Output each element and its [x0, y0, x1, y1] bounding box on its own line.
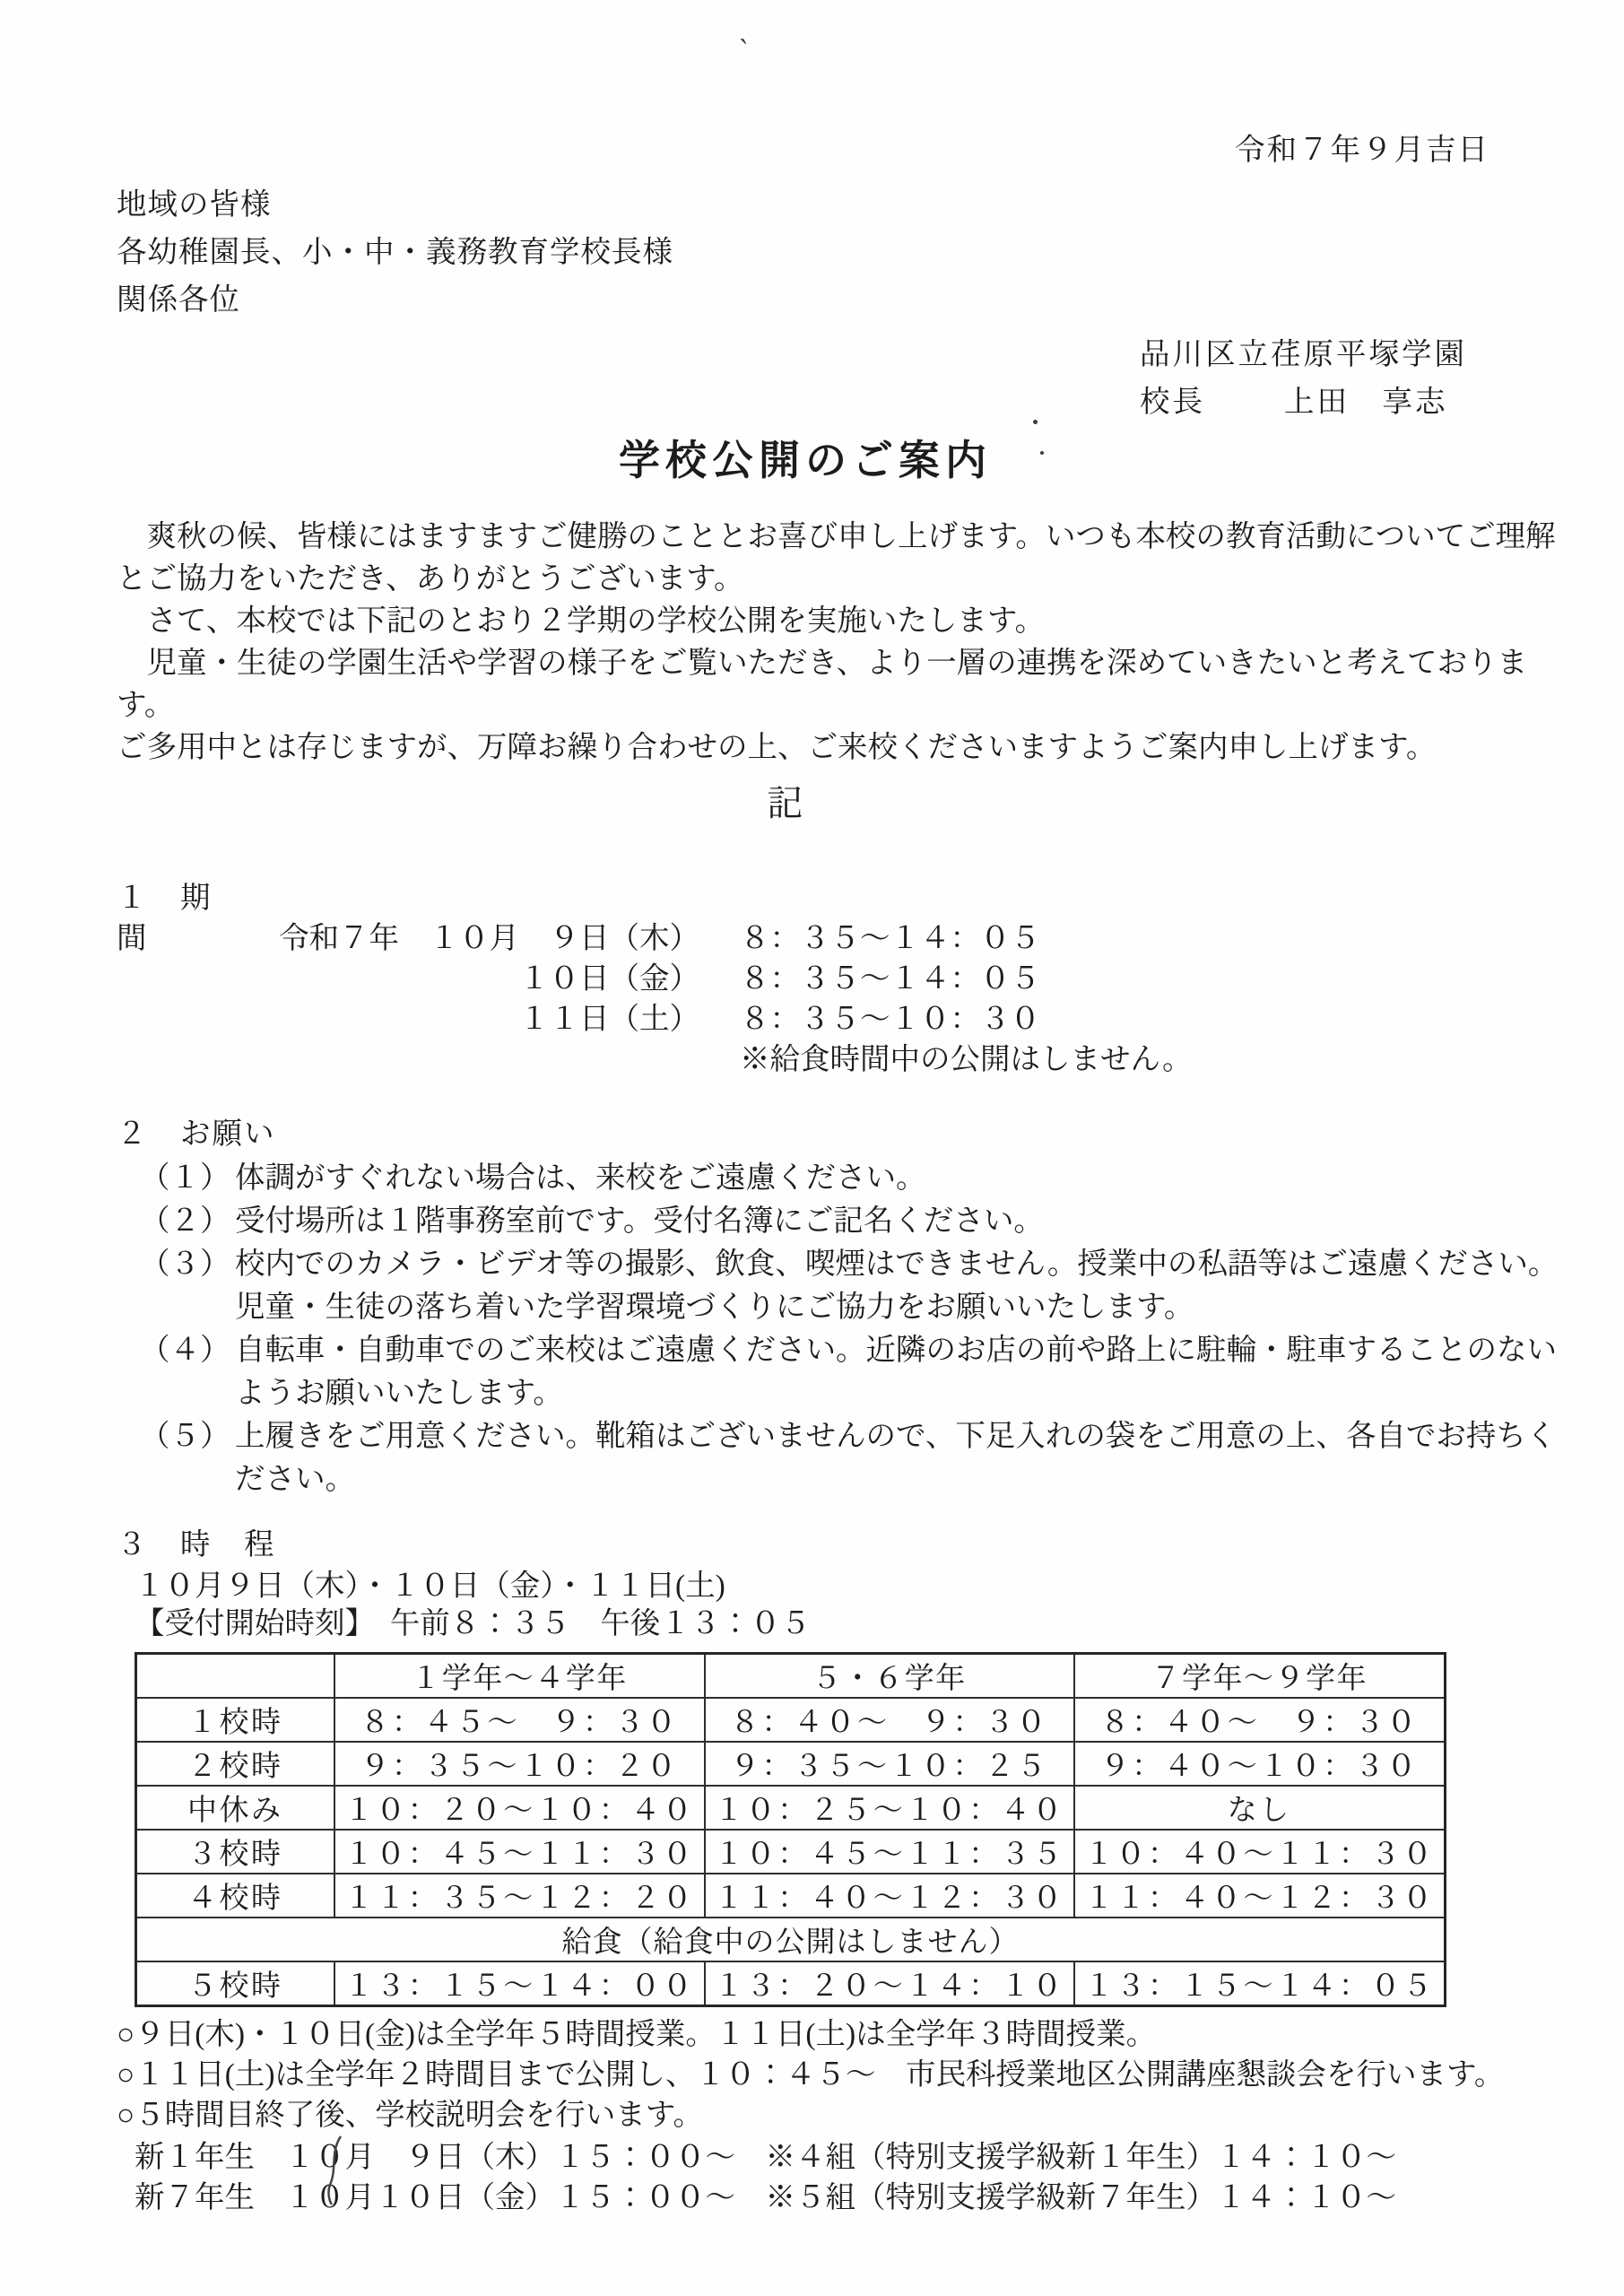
period-date: １０日（金）: [519, 962, 699, 996]
notes-block: [117, 2014, 1570, 2135]
timetable-row: [136, 1742, 1446, 1786]
timetable-cell: ８：４０～ ９：３０: [1074, 1698, 1446, 1742]
schedule-reception: 【受付開始時刻】 午前８：３５ 午後１３：０５: [135, 1607, 811, 1640]
principal-title: 校長: [1140, 386, 1205, 419]
timetable-header-cell: １学年～４学年: [334, 1654, 705, 1699]
timetable-row: [136, 1830, 1446, 1874]
timetable-cell: １１：４０～１２：３０: [705, 1874, 1074, 1918]
recipient-block: [117, 181, 1570, 324]
greeting-line: ご多用中とは存じますが、万障お繰り合わせの上、ご来校くださいますようご案内申し上げます。: [117, 731, 1437, 764]
followup-line: 新１年生 １０月 ９日（木）１５：００～ ※４組（特別支援学級新１年生）１４：１０～: [135, 2141, 1396, 2174]
timetable-header-row: [136, 1654, 1446, 1699]
request-number: （２）: [140, 1205, 230, 1238]
timetable-cell: １０：２５～１０：４０: [705, 1786, 1074, 1830]
scan-artifact-squiggle: [321, 2133, 350, 2208]
timetable-row-label: ４校時: [136, 1874, 334, 1918]
period-time: ８：３５～１０：３０: [740, 1003, 1040, 1036]
period-row: [117, 999, 1570, 1039]
timetable-row-label: ５校時: [136, 1961, 334, 2006]
timetable-row: [136, 1874, 1446, 1918]
recipient-line: 関係各位: [117, 283, 240, 317]
timetable-row-label: 中休み: [136, 1786, 334, 1830]
request-item: [140, 1329, 1570, 1415]
request-text: 校内でのカメラ・ビデオ等の撮影、飲食、喫煙はできません。授業中の私語等はご遠慮ください。児童・生徒の落ち着いた学習環境づくりにご協力をお願いいたします。: [235, 1248, 1559, 1324]
note-line: ○５時間目終了後、学校説明会を行います。: [117, 2099, 704, 2132]
note-line: ○９日(木)・１０日(金)は全学年５時間授業。１１日(土)は全学年３時間授業。: [117, 2018, 1157, 2051]
greeting-paragraphs: [117, 516, 1570, 769]
note-line: ○１１日(土)は全学年２時間目まで公開し、１０：４５～ 市民科授業地区公開講座懇談会を行います。: [117, 2058, 1505, 2092]
timetable-cell: ８：４０～ ９：３０: [705, 1698, 1074, 1742]
timetable-cell: １０：４５～１１：３０: [334, 1830, 705, 1874]
timetable-row-label: １校時: [136, 1698, 334, 1742]
timetable-cell: ９：４０～１０：３０: [1074, 1742, 1446, 1786]
request-item: [140, 1415, 1570, 1501]
request-item: [140, 1157, 1570, 1200]
greeting-line: とご協力をいただき、ありがとうございます。: [117, 562, 744, 596]
period-label: １ 期 間: [117, 882, 244, 955]
request-item: [140, 1200, 1570, 1243]
request-number: （３）: [140, 1248, 230, 1281]
timetable-header-cell: ７学年～９学年: [1074, 1654, 1446, 1699]
timetable-lunch-cell: 給食（給食中の公開はしません）: [136, 1918, 1446, 1961]
section-requests: [117, 1112, 1570, 1501]
timetable: [135, 1652, 1446, 2007]
request-text: 自転車・自動車でのご来校はご遠慮ください。近隣のお店の前や路上に駐輪・駐車することのないようお願いいたします。: [235, 1334, 1557, 1410]
timetable-cell: ９：３５～１０：２０: [334, 1742, 705, 1786]
request-number: （１）: [140, 1161, 230, 1195]
timetable-row-label: ２校時: [136, 1742, 334, 1786]
issue-date: 令和７年９月吉日: [1235, 134, 1489, 167]
timetable-lunch-row: [136, 1918, 1446, 1961]
timetable-cell: １０：４５～１１：３５: [705, 1830, 1074, 1874]
page-title: 学校公開のご案内: [619, 438, 992, 483]
sender-school: 品川区立荏原平塚学園: [1140, 338, 1467, 371]
scan-artifact-dot: [1033, 420, 1038, 424]
greeting-line: さて、本校では下記のとおり２学期の学校公開を実施いたします。: [117, 604, 1046, 638]
request-text: 体調がすぐれない場合は、来校をご遠慮ください。: [235, 1161, 926, 1195]
section-schedule: [117, 1523, 1570, 2007]
principal-name: 上田 享志: [1284, 386, 1448, 419]
timetable-cell: １０：２０～１０：４０: [334, 1786, 705, 1830]
timetable-row: [136, 1698, 1446, 1742]
sender-block: [1140, 331, 1467, 426]
recipient-line: 地域の皆様: [117, 188, 272, 222]
timetable-cell: １３：１５～１４：００: [334, 1961, 705, 2006]
period-date: 令和７年 １０月 ９日（木）: [279, 922, 699, 955]
requests-heading: ２ お願い: [117, 1118, 276, 1151]
timetable-row: [136, 1786, 1446, 1830]
timetable-corner-cell: [136, 1654, 334, 1699]
greeting-line: 爽秋の候、皆様にはますますご健勝のこととお喜び申し上げます。いつも本校の教育活動についてご理解: [117, 520, 1556, 553]
timetable-cell: ８：４５～ ９：３０: [334, 1698, 705, 1742]
timetable-cell: １１：３５～１２：２０: [334, 1874, 705, 1918]
period-time: ８：３５～１４：０５: [740, 922, 1040, 955]
timetable-row-label: ３校時: [136, 1830, 334, 1874]
period-time: ８：３５～１４：０５: [740, 962, 1040, 996]
request-number: （５）: [140, 1420, 230, 1453]
request-number: （４）: [140, 1334, 230, 1367]
sender-principal: [1140, 378, 1467, 426]
timetable-cell: ９：３５～１０：２５: [705, 1742, 1074, 1786]
period-row: [117, 959, 1570, 999]
greeting-line: 児童・生徒の学園生活や学習の様子をご覧いただき、より一層の連携を深めていきたいと考えております。: [117, 647, 1528, 722]
request-text: 上履きをご用意ください。靴箱はございませんので、下足入れの袋をご用意の上、各自でお持ちください。: [235, 1420, 1557, 1496]
schedule-dates: １０月９日（木）・１０日（金）・１１日(土): [135, 1570, 725, 1603]
period-row: [117, 878, 1570, 959]
period-row: [117, 1039, 1570, 1080]
followup-line: 新７年生 １０月１０日（金）１５：００～ ※５組（特別支援学級新７年生）１４：１０～: [135, 2181, 1396, 2214]
recipient-line: 各幼稚園長、小・中・義務教育学校長様: [117, 236, 673, 269]
timetable-cell: １３：２０～１４：１０: [705, 1961, 1074, 2006]
timetable-row: [136, 1961, 1446, 2006]
section-period: [117, 878, 1570, 1080]
timetable-cell: １０：４０～１１：３０: [1074, 1830, 1446, 1874]
schedule-heading: ３ 時 程: [117, 1528, 276, 1561]
timetable-header-cell: ５・６学年: [705, 1654, 1074, 1699]
request-text: 受付場所は１階事務室前です。受付名簿にご記名ください。: [235, 1205, 1044, 1238]
scan-artifact-tick: `: [734, 33, 750, 68]
timetable-cell: なし: [1074, 1786, 1446, 1830]
period-note: ※給食時間中の公開はしません。: [740, 1043, 1193, 1076]
timetable-cell: １３：１５～１４：０５: [1074, 1961, 1446, 2006]
scan-artifact-dot: [1040, 451, 1044, 455]
period-date: １１日（土）: [519, 1003, 699, 1036]
ki-heading: 記: [767, 783, 803, 823]
request-item: [140, 1243, 1570, 1329]
timetable-cell: １１：４０～１２：３０: [1074, 1874, 1446, 1918]
